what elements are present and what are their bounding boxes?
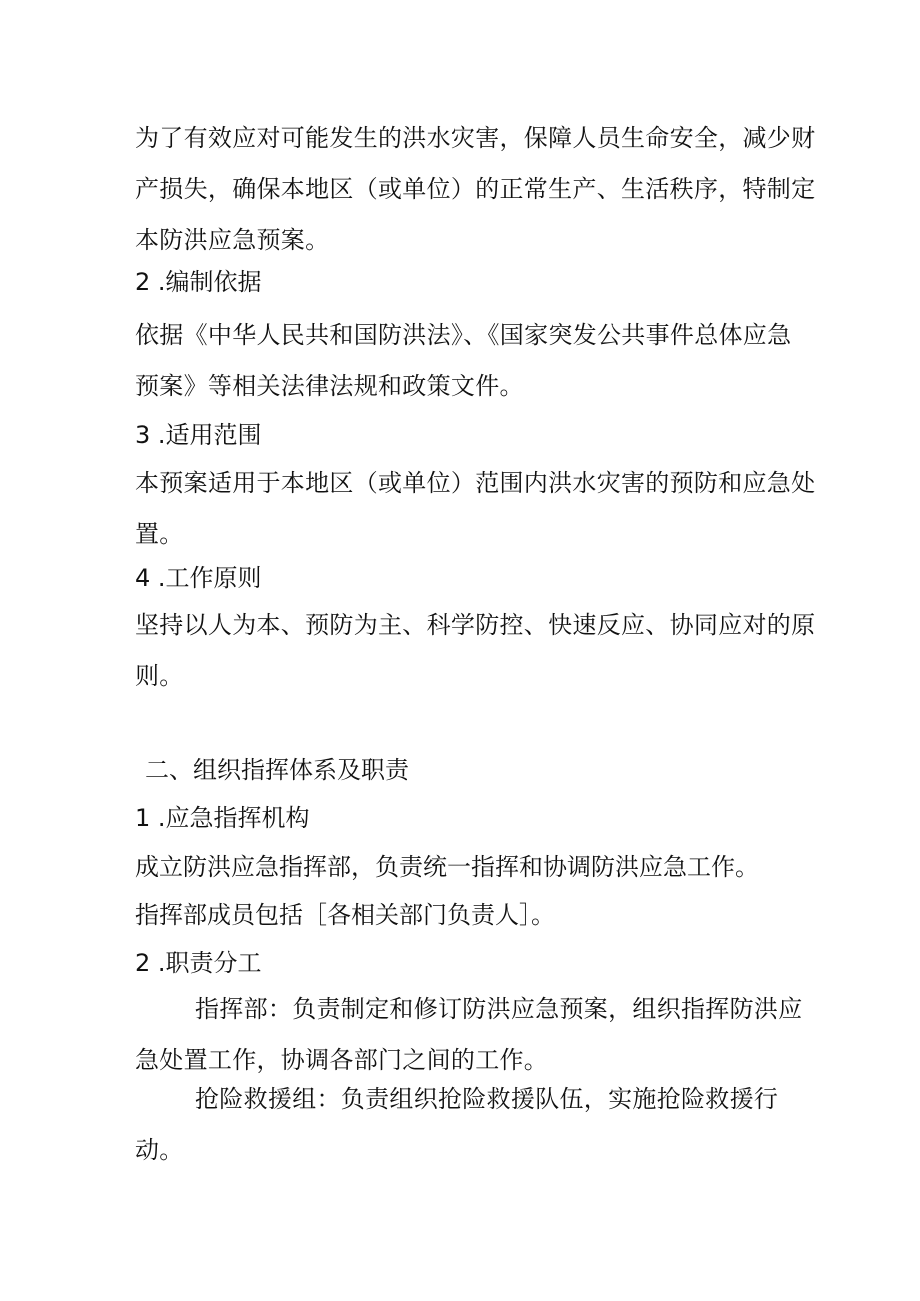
- duties-hq-line-1: 指挥部：负责制定和修订防洪应急预案，组织指挥防洪应: [195, 995, 803, 1023]
- section-2-title: 二、组织指挥体系及职责: [145, 756, 409, 784]
- duties-heading: 2 .职责分工: [135, 949, 262, 977]
- command-line-2: 指挥部成员包括［各相关部门负责人］。: [135, 901, 555, 929]
- intro-line-2: 产损失，确保本地区（或单位）的正常生产、生活秩序，特制定: [135, 175, 816, 203]
- basis-line-1: 依据《中华人民共和国防洪法》、《国家突发公共事件总体应急: [135, 321, 792, 349]
- principles-line-1: 坚持以人为本、预防为主、科学防控、快速反应、协同应对的原: [135, 611, 816, 639]
- basis-line-2: 预案》等相关法律法规和政策文件。: [135, 372, 524, 400]
- duties-rescue-paragraph: [135, 1074, 795, 1176]
- scope-line-2: 置。: [135, 520, 184, 548]
- basis-paragraph: [135, 310, 795, 412]
- principles-paragraph: [135, 600, 816, 702]
- principles-line-2: 则。: [135, 662, 184, 690]
- duties-rescue-line-2: 动。: [135, 1136, 184, 1164]
- intro-line-3: 本防洪应急预案。: [135, 226, 330, 254]
- duties-hq-line-2: 急处置工作，协调各部门之间的工作。: [135, 1046, 549, 1074]
- command-line-1: 成立防洪应急指挥部，负责统一指挥和协调防洪应急工作。: [135, 853, 759, 881]
- basis-heading: 2 .编制依据: [135, 268, 262, 296]
- scope-heading: 3 .适用范围: [135, 421, 262, 449]
- intro-paragraph: [135, 113, 816, 266]
- duties-hq-paragraph: [135, 984, 803, 1086]
- principles-heading: 4 .工作原则: [135, 564, 262, 592]
- duties-rescue-line-1: 抢险救援组：负责组织抢险救援队伍，实施抢险救援行: [195, 1085, 779, 1113]
- command-heading: 1 .应急指挥机构: [135, 804, 310, 832]
- scope-line-1: 本预案适用于本地区（或单位）范围内洪水灾害的预防和应急处: [135, 469, 816, 497]
- scope-paragraph: [135, 458, 816, 560]
- intro-line-1: 为了有效应对可能发生的洪水灾害，保障人员生命安全，减少财: [135, 124, 816, 152]
